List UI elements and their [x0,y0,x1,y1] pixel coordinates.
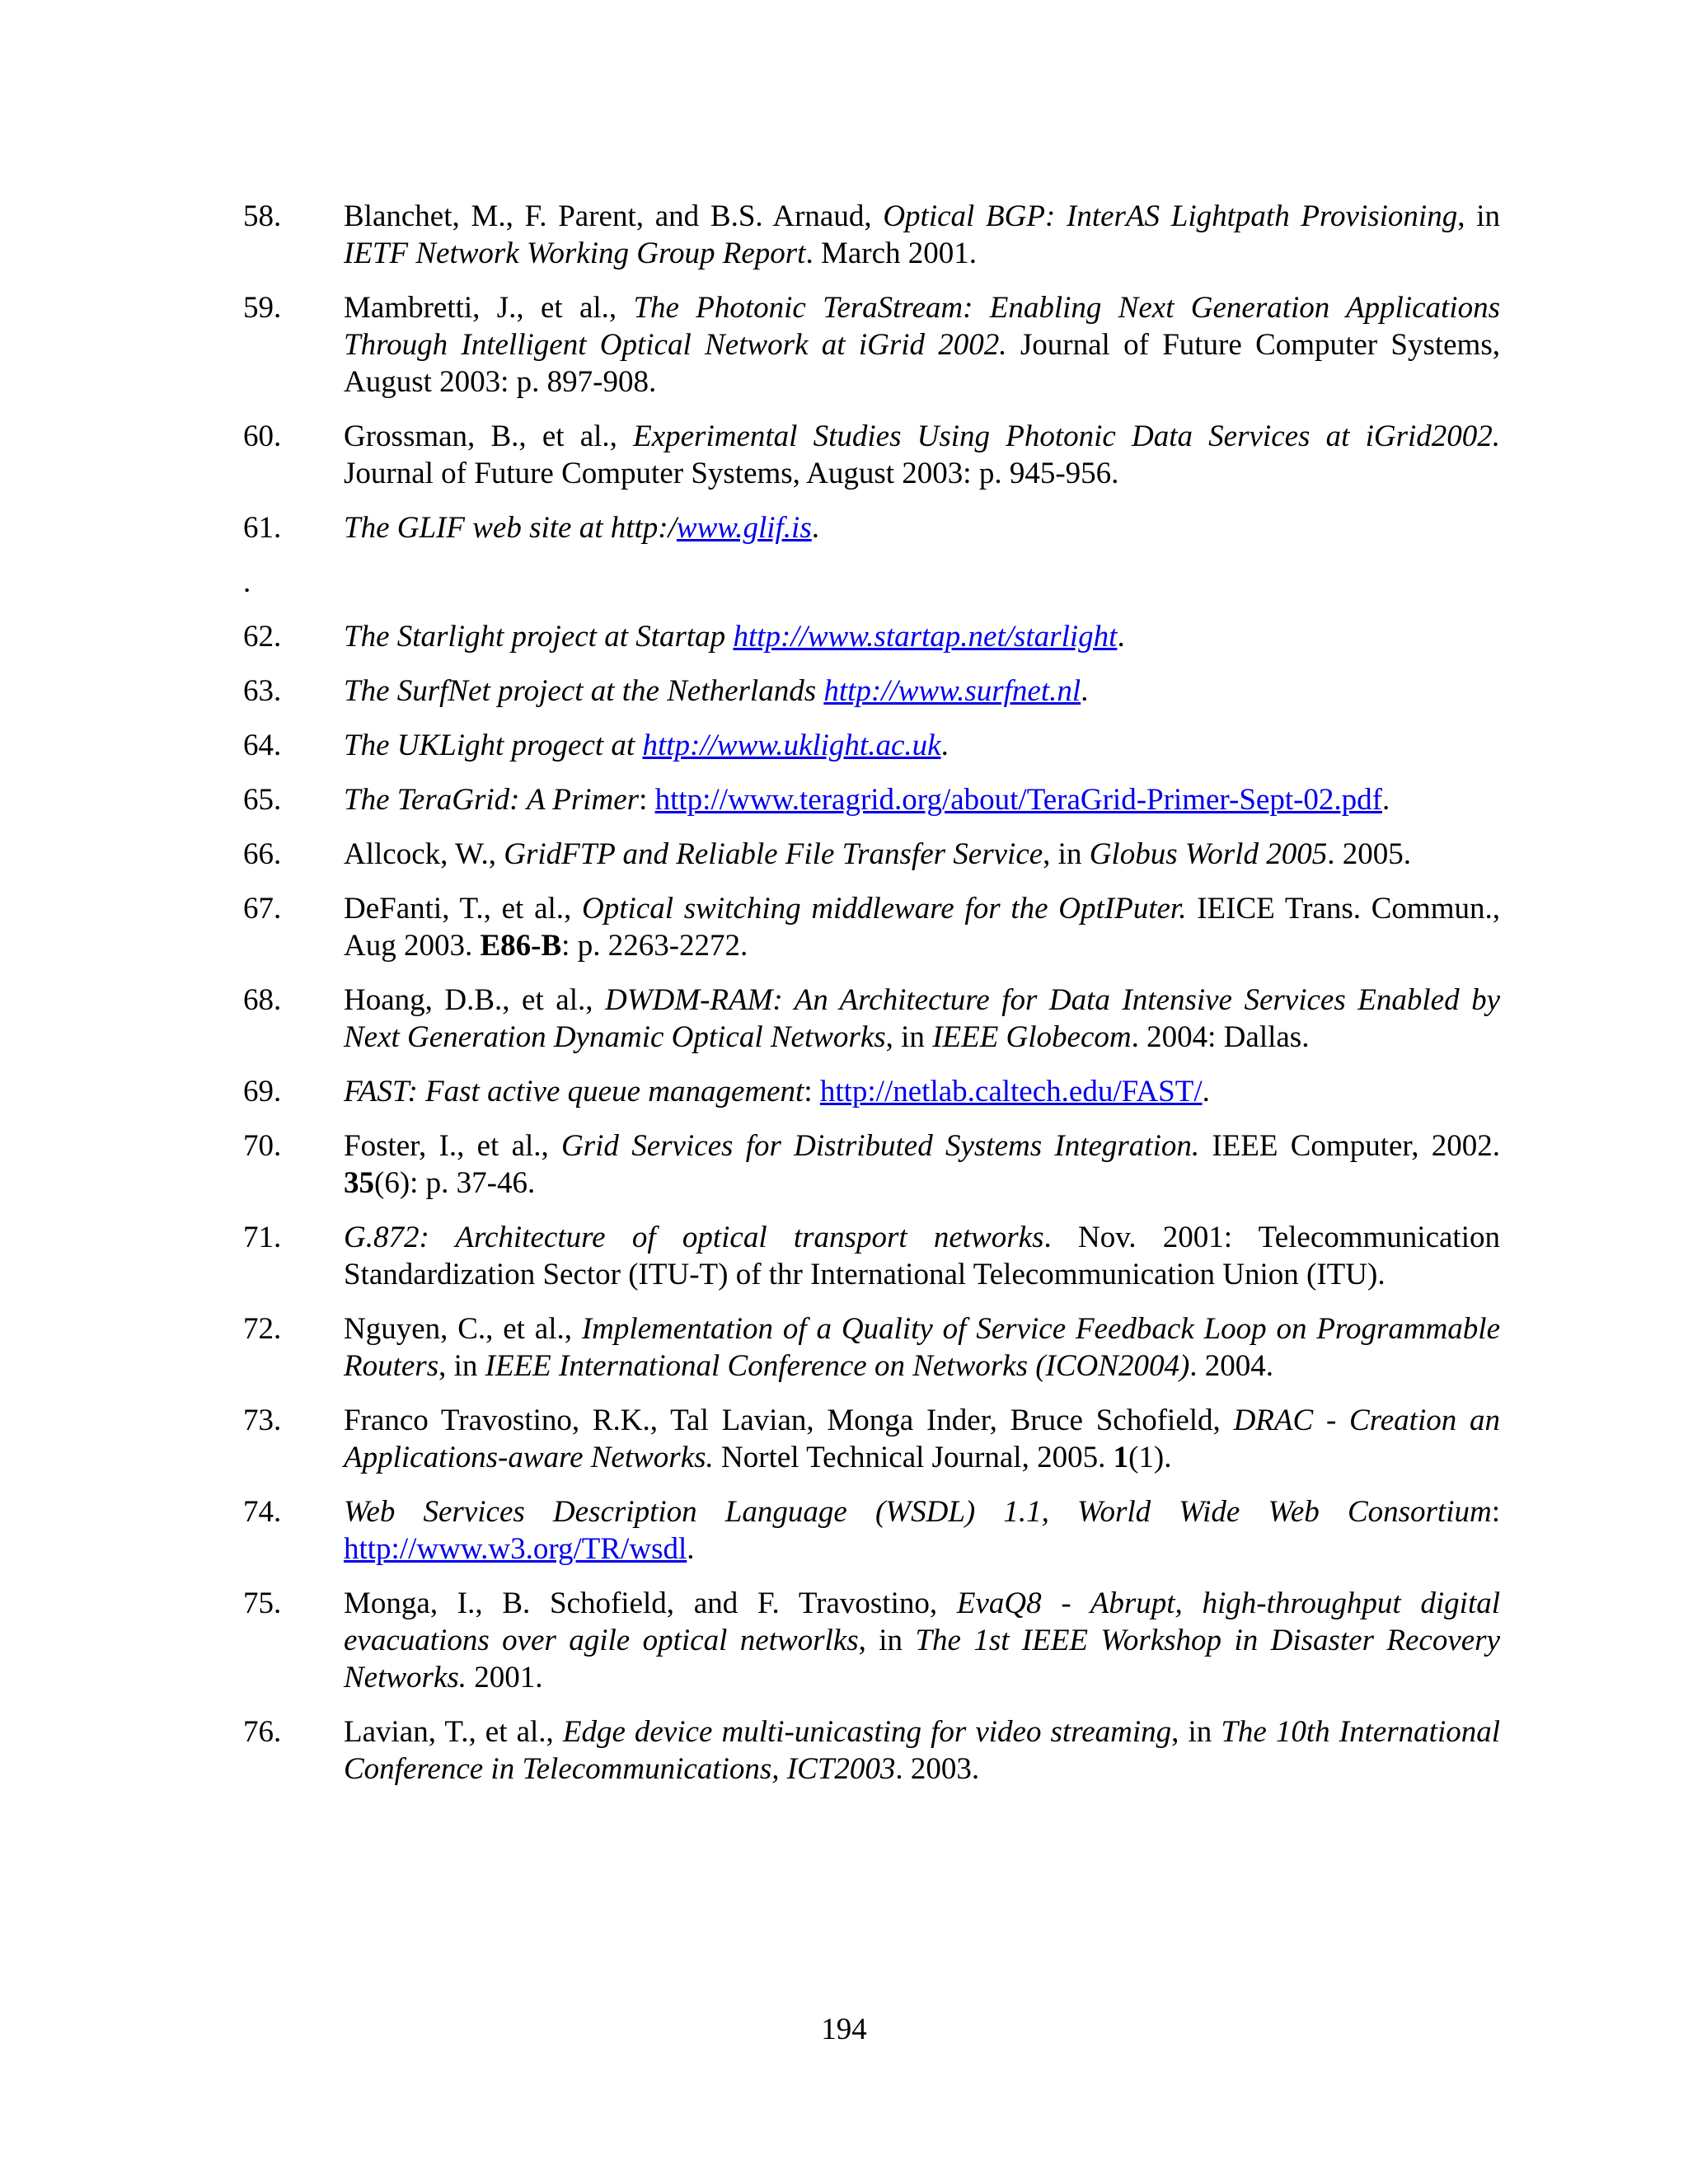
reference-entry [243,1073,1500,1110]
reference-segment: . [687,1532,695,1566]
reference-title: The SurfNet project at the Netherlands [344,674,824,708]
reference-number: 65. [243,783,282,817]
reference-text [344,1713,1500,1788]
reference-title: G.872: Architecture of optical transport networks [344,1221,1044,1254]
reference-text [344,618,1500,655]
reference-entry [243,1585,1500,1696]
reference-segment: , in [1171,1715,1221,1749]
reference-title: IEEE International Conference on Networks (ICON2004) [485,1349,1190,1383]
reference-title: EvaQ8 - Abrupt, high-throughput digital evacuations over agile optical networlks [344,1586,1501,1657]
reference-title: The TeraGrid: A Primer [344,783,640,817]
reference-volume: 1 [1113,1441,1129,1474]
reference-number: 67. [243,892,282,926]
reference-link[interactable]: http://www.startap.net/starlight [733,620,1118,654]
reference-segment: Franco Travostino, R.K., Tal Lavian, Monga Inder, Bruce Schofield, [344,1404,1234,1437]
reference-text [344,1219,1500,1293]
reference-segment: Lavian, T., et al., [344,1715,563,1749]
reference-text [344,781,1500,818]
reference-segment: Journal of Future Computer Systems, August 2003: p. 897-908. [344,328,1500,399]
reference-volume: 35 [344,1166,374,1200]
reference-entry [243,836,1500,873]
reference-segment: , in [858,1624,916,1657]
reference-text [344,198,1500,272]
reference-number: 74. [243,1495,282,1529]
reference-title: The 10th International Conference in Telecommunications, ICT2003 [344,1715,1501,1786]
reference-segment: (6): p. 37-46. [374,1166,536,1200]
reference-number: 73. [243,1404,282,1437]
reference-text [344,289,1500,401]
reference-text [344,727,1500,764]
reference-segment: Grossman, B., et al., [344,419,634,453]
reference-text [344,836,1500,873]
reference-number: 72. [243,1312,282,1346]
reference-segment: : [639,783,655,817]
reference-segment: Journal of Future Computer Systems, August 2003: p. 945-956. [344,457,1119,490]
reference-entry [243,1713,1500,1788]
reference-entry [243,673,1500,710]
reference-title: Experimental Studies Using Photonic Data Services at iGrid2002. [633,419,1501,453]
reference-segment: . [940,729,949,762]
reference-title: The UKLight progect at [344,729,643,762]
reference-segment: . [811,511,819,545]
reference-segment: DeFanti, T., et al., [344,892,583,926]
reference-segment: : [1491,1495,1500,1529]
reference-text [344,509,1500,546]
reference-title: The GLIF web site at http:/ [344,511,677,545]
reference-segment: , in [1043,837,1090,871]
reference-entry [243,1127,1500,1202]
reference-text [344,890,1500,964]
reference-link[interactable]: www.glif.is [676,511,812,545]
reference-segment: IEEE Computer, 2002. [1199,1129,1501,1163]
reference-entry [243,198,1500,272]
reference-segment: Monga, I., B. Schofield, and F. Travostino, [344,1586,957,1620]
reference-title: Optical switching middleware for the OptIPuter. [582,892,1187,926]
reference-entry [243,1310,1500,1385]
reference-entry [243,1219,1500,1293]
reference-number: 63. [243,674,282,708]
reference-text [344,1585,1500,1696]
reference-title: Implementation of a Quality of Service Feedback Loop on Programmable Routers [344,1312,1500,1383]
reference-link[interactable]: http://www.w3.org/TR/wsdl [344,1532,687,1566]
reference-title: GridFTP and Reliable File Transfer Service [504,837,1043,871]
reference-entry [243,781,1500,818]
reference-number: 70. [243,1129,282,1163]
stray-mark: . [243,565,251,599]
reference-list [243,198,1500,1805]
reference-title: The Starlight project at Startap [344,620,734,654]
reference-number: 68. [243,983,282,1017]
reference-segment: , in [1457,199,1500,233]
reference-segment: Foster, I., et al., [344,1129,562,1163]
reference-entry [243,1493,1500,1568]
reference-number: 62. [243,620,282,654]
reference-segment: . 2004. [1189,1349,1274,1383]
page-number: 194 [821,2013,867,2046]
reference-title: FAST: Fast active queue management [344,1075,804,1108]
reference-segment: Blanchet, M., F. Parent, and B.S. Arnaud, [344,199,884,233]
reference-entry [243,982,1500,1056]
reference-text [344,982,1500,1056]
reference-link[interactable]: http://www.teragrid.org/about/TeraGrid-Primer-Sept-02.pdf [654,783,1382,817]
reference-entry [243,890,1500,964]
reference-title: DWDM-RAM: An Architecture for Data Intensive Services Enabled by Next Generation Dynamic Optical Networks [344,983,1500,1054]
reference-segment: IEICE Trans. Commun., Aug 2003. [344,892,1500,963]
reference-entry [243,727,1500,764]
reference-volume: E86-B [480,929,562,963]
reference-title: The 1st IEEE Workshop in Disaster Recovery Networks. [344,1624,1501,1694]
reference-number: 59. [243,291,282,325]
reference-segment: . 2005. [1327,837,1411,871]
reference-link[interactable]: http://netlab.caltech.edu/FAST/ [819,1075,1203,1108]
reference-title: DRAC - Creation an Applications-aware Networks. [344,1404,1501,1474]
reference-segment: 2001. [467,1661,543,1694]
reference-text [344,1127,1500,1202]
reference-title: The Photonic TeraStream: Enabling Next Generation Applications Through Intelligent Optical Network at iGrid 2002. [344,291,1500,362]
reference-entry [243,289,1500,401]
reference-title: IETF Network Working Group Report [344,237,806,270]
reference-segment: . [1202,1075,1210,1108]
reference-text [344,1493,1500,1568]
reference-number: 64. [243,729,282,762]
reference-number: 71. [243,1221,282,1254]
reference-segment: , in [438,1349,485,1383]
reference-segment: : p. 2263-2272. [561,929,748,963]
reference-segment: . 2003. [895,1752,980,1786]
reference-segment: : [804,1075,820,1108]
reference-link[interactable]: http://www.surfnet.nl [823,674,1081,708]
reference-entry [243,418,1500,492]
reference-text [344,1073,1500,1110]
reference-segment: Allcock, W., [344,837,504,871]
reference-number: 76. [243,1715,282,1749]
reference-number: 60. [243,419,282,453]
reference-text [344,1402,1500,1476]
reference-number: 61. [243,511,282,545]
reference-entry [243,509,1500,546]
reference-number: 58. [243,199,282,233]
reference-text [344,1310,1500,1385]
reference-title: Optical BGP: InterAS Lightpath Provisioning [883,199,1458,233]
reference-segment: Nguyen, C., et al., [344,1312,582,1346]
reference-text [344,673,1500,710]
reference-number: 66. [243,837,282,871]
reference-segment: , in [885,1020,933,1054]
reference-segment: . [1117,620,1125,654]
reference-segment: . [1081,674,1089,708]
reference-title: Globus World 2005 [1089,837,1328,871]
reference-title: IEEE Globecom [932,1020,1132,1054]
reference-segment: Nortel Technical Journal, 2005. [713,1441,1114,1474]
reference-link[interactable]: http://www.uklight.ac.uk [642,729,941,762]
reference-segment: (1). [1128,1441,1172,1474]
reference-entry [243,1402,1500,1476]
reference-entry [243,618,1500,655]
reference-title: Edge device multi-unicasting for video streaming [562,1715,1172,1749]
reference-text [344,418,1500,492]
reference-number: 69. [243,1075,282,1108]
reference-segment: Mambretti, J., et al., [344,291,634,325]
reference-segment: . [1382,783,1390,817]
reference-title: Web Services Description Language (WSDL) 1.1, World Wide Web Consortium [344,1495,1492,1529]
reference-segment: Hoang, D.B., et al., [344,983,605,1017]
reference-title: Grid Services for Distributed Systems Integration. [561,1129,1200,1163]
reference-segment: . March 2001. [805,237,978,270]
reference-segment: . Nov. 2001: Telecommunication Standardization Sector (ITU-T) of thr International Telecommunication Union (ITU). [344,1221,1500,1291]
reference-number: 75. [243,1586,282,1620]
reference-segment: . 2004: Dallas. [1131,1020,1310,1054]
